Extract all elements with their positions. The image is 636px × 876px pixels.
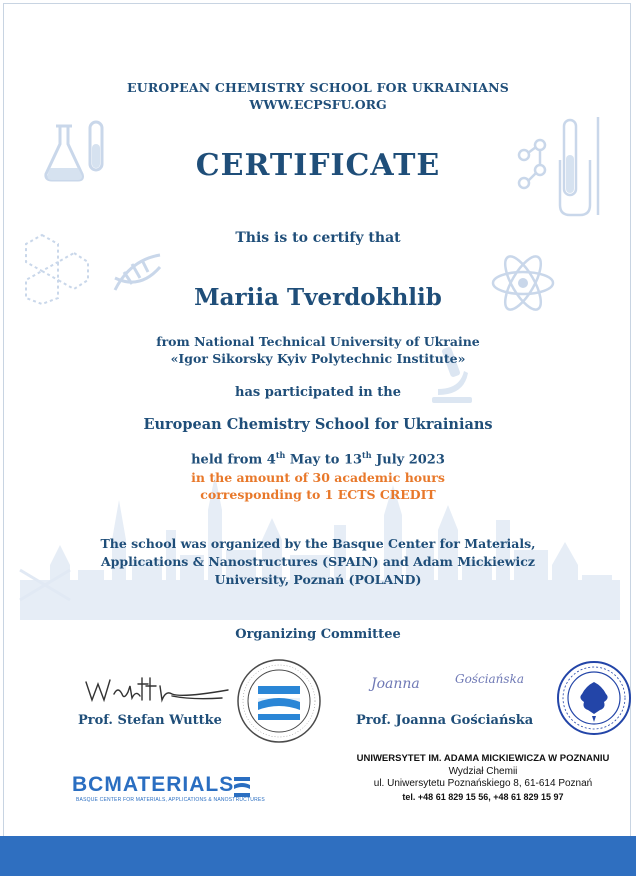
certificate-title: CERTIFICATE — [195, 148, 441, 183]
signature-wuttke — [82, 672, 232, 706]
held-prefix: held from 4 — [191, 452, 276, 468]
signatory-name-1: Prof. Stefan Wuttke — [78, 713, 222, 728]
held-superscript-2: th — [362, 450, 372, 460]
university-stamp-address: ul. Uniwersytetu Poznańskiego 8, 61-614 Poznań — [373, 778, 593, 789]
certify-line: This is to certify that — [235, 230, 401, 246]
university-stamp-faculty: Wydział Chemii — [448, 766, 518, 777]
recipient-name: Mariia Tverdokhlib — [194, 284, 442, 311]
institution-line-2: «Igor Sikorsky Kyiv Polytechnic Institute» — [170, 351, 466, 366]
committee-heading: Organizing Committee — [235, 627, 401, 642]
held-suffix: July 2023 — [371, 452, 445, 468]
school-website: WWW.ECPSFU.ORG — [249, 97, 387, 112]
signatory-name-2: Prof. Joanna Gościańska — [356, 713, 534, 728]
academic-hours-line: in the amount of 30 academic hours — [191, 470, 445, 485]
university-stamp-phone: tel. +48 61 829 15 56, +48 61 829 15 97 — [402, 792, 564, 802]
school-title: European Chemistry School for Ukrainians — [143, 416, 493, 433]
bcmaterials-logo: BCMATERIALS — [72, 773, 235, 796]
university-stamp-name: UNIWERSYTET IM. ADAMA MICKIEWICZA W POZNANIU — [356, 753, 610, 764]
organizers-line-2: Applications & Nanostructures (SPAIN) and Adam Mickiewicz — [100, 554, 536, 569]
footer-bar — [0, 836, 636, 876]
bcmaterials-tagline: BASQUE CENTER FOR MATERIALS, APPLICATIONS & NANOSTRUCTURES — [76, 797, 265, 803]
held-middle: May to 13 — [285, 452, 363, 468]
organizers-line-3: University, Poznań (POLAND) — [214, 572, 422, 587]
signature-goscianska-part-1: Joanna — [371, 676, 420, 692]
signature-goscianska-part-2: Gościańska — [455, 672, 524, 686]
institution-line-1: from National Technical University of Ukraine — [156, 334, 480, 349]
school-name-header: EUROPEAN CHEMISTRY SCHOOL FOR UKRAINIANS — [126, 80, 510, 95]
bcmaterials-logo-mark-icon — [232, 775, 252, 799]
participated-line: has participated in the — [235, 385, 401, 400]
held-superscript-1: th — [275, 450, 286, 460]
university-seal — [556, 660, 632, 736]
organizers-line-1: The school was organized by the Basque Center for Materials, — [100, 536, 536, 551]
bcmaterials-seal — [236, 658, 322, 744]
date-range-line — [0, 450, 636, 467]
ects-credit-line: corresponding to 1 ECTS CREDIT — [200, 487, 436, 502]
